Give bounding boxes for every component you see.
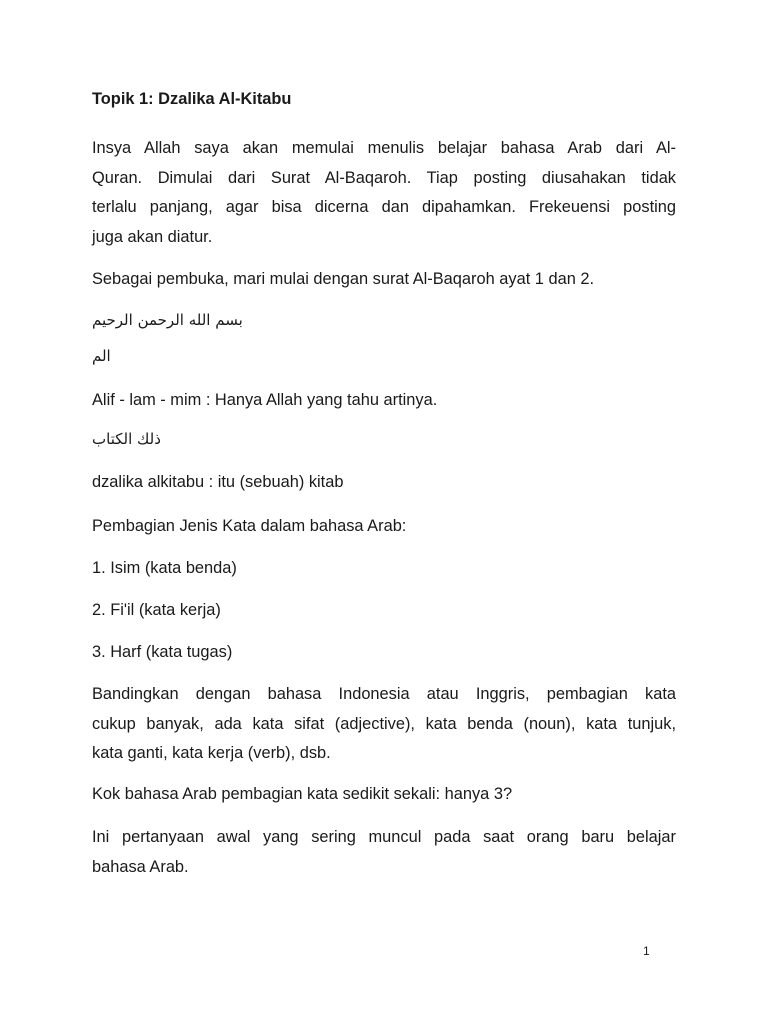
paragraph-line: Bandingkan dengan bahasa Indonesia atau Inggris, pembagian kata [92, 685, 676, 703]
arabic-dzalika-alkitab: ذلك الكتاب [92, 430, 161, 448]
paragraph-line: Insya Allah saya akan memulai menulis belajar bahasa Arab dari Al- [92, 139, 676, 157]
dzalika-meaning: dzalika alkitabu : itu (sebuah) kitab [92, 473, 344, 491]
closing-paragraph [92, 823, 676, 882]
paragraph-line: Ini pertanyaan awal yang sering muncul pada saat orang baru belajar [92, 828, 676, 846]
word-types-heading: Pembagian Jenis Kata dalam bahasa Arab: [92, 517, 407, 535]
alif-lam-mim-meaning: Alif - lam - mim : Hanya Allah yang tahu artinya. [92, 391, 438, 409]
list-item: 2. Fi'il (kata kerja) [92, 601, 221, 619]
question-paragraph: Kok bahasa Arab pembagian kata sedikit sekali: hanya 3? [92, 785, 513, 803]
intro-paragraph [92, 134, 676, 252]
paragraph-line: bahasa Arab. [92, 857, 189, 876]
document-title: Topik 1: Dzalika Al-Kitabu [92, 90, 292, 108]
paragraph-line: terlalu panjang, agar bisa dicerna dan dipahamkan. Frekeuensi posting [92, 198, 676, 216]
page-number: 1 [643, 944, 650, 958]
list-item: 3. Harf (kata tugas) [92, 643, 233, 661]
comparison-paragraph [92, 680, 676, 769]
list-item: 1. Isim (kata benda) [92, 559, 237, 577]
opening-paragraph: Sebagai pembuka, mari mulai dengan surat Al-Baqaroh ayat 1 dan 2. [92, 270, 595, 288]
paragraph-line: Quran. Dimulai dari Surat Al-Baqaroh. Tiap posting diusahakan tidak [92, 168, 676, 187]
arabic-alif-lam-mim: الم [92, 347, 111, 365]
paragraph-line: kata ganti, kata kerja (verb), dsb. [92, 744, 331, 762]
paragraph-line: juga akan diatur. [92, 227, 213, 246]
arabic-basmalah: بسم الله الرحمن الرحيم [92, 311, 243, 329]
paragraph-line: cukup banyak, ada kata sifat (adjective), kata benda (noun), kata tunjuk, [92, 714, 676, 733]
